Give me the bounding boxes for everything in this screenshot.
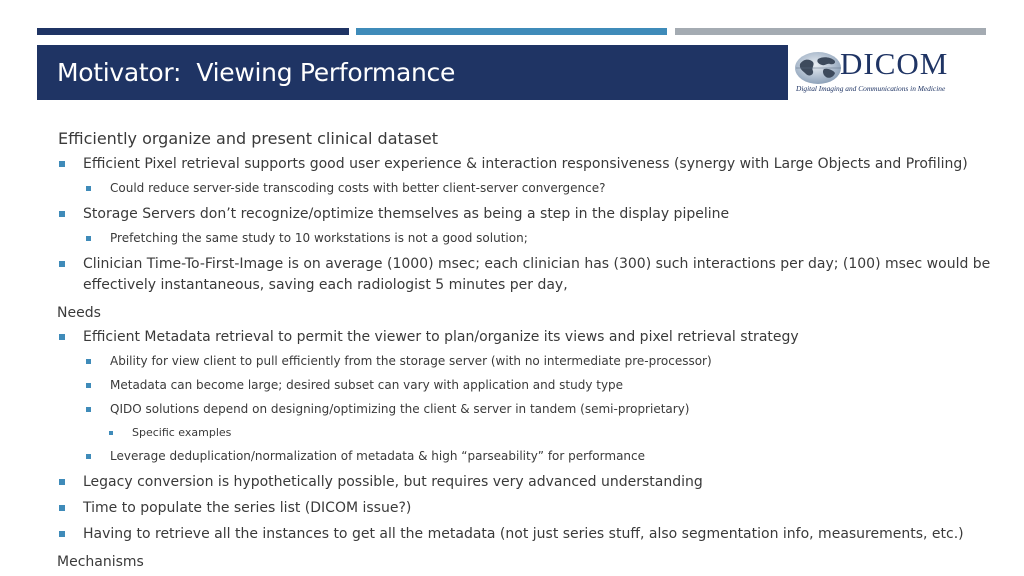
square-bullet-icon — [59, 505, 65, 511]
square-bullet-icon — [86, 407, 91, 412]
dicom-logo — [794, 46, 990, 96]
bullet-text: Time to populate the series list (DICOM issue?) — [83, 500, 412, 516]
square-bullet-icon — [109, 431, 113, 435]
square-bullet-icon — [59, 211, 65, 217]
logo-tagline: Digital Imaging and Communications in Medicine — [796, 84, 946, 93]
bullet-text: Ability for view client to pull efficiently from the storage server (with no intermediate pre-processor) — [110, 354, 712, 368]
accent-bar-middle — [356, 28, 667, 35]
sub-bullet-item — [58, 180, 998, 204]
bullet-item — [58, 154, 998, 180]
square-bullet-icon — [86, 359, 91, 364]
slide-title: Motivator: Viewing Performance — [57, 58, 456, 87]
square-bullet-icon — [59, 334, 65, 340]
slide-body — [58, 126, 998, 576]
section-needs — [58, 301, 998, 550]
square-bullet-icon — [59, 161, 65, 167]
section-mechanisms — [58, 550, 998, 576]
square-bullet-icon — [59, 261, 65, 267]
square-bullet-icon — [86, 383, 91, 388]
sub-bullet-item — [58, 448, 998, 472]
bullet-text: QIDO solutions depend on designing/optimizing the client & server in tandem (semi-proprietary) — [110, 402, 690, 416]
bullet-text: Leverage deduplication/normalization of metadata & high “parseability” for performance — [110, 449, 646, 463]
square-bullet-icon — [86, 236, 91, 241]
bullet-item — [58, 254, 998, 301]
bullet-text: Specific examples — [132, 426, 232, 439]
square-bullet-icon — [86, 454, 91, 459]
square-bullet-icon — [59, 479, 65, 485]
accent-bar-right — [675, 28, 986, 35]
bullet-text: Efficient Metadata retrieval to permit the viewer to plan/organize its views and pixel retrieval strategy — [83, 329, 799, 345]
bullet-item — [58, 524, 998, 550]
bullet-text: Could reduce server-side transcoding costs with better client-server convergence? — [110, 181, 606, 195]
square-bullet-icon — [59, 531, 65, 537]
bullet-text: Having to retrieve all the instances to get all the metadata (not just series stuff, also segmentation info, measurements, etc.) — [83, 526, 964, 542]
bullet-text: Efficient Pixel retrieval supports good user experience & interaction responsiveness (synergy with Large Objects and Profiling) — [83, 156, 968, 172]
title-bar — [37, 45, 788, 100]
bullet-text: Prefetching the same study to 10 workstations is not a good solution; — [110, 231, 528, 245]
bullet-item — [58, 472, 998, 498]
section-heading: Needs — [57, 305, 101, 321]
sub-bullet-item — [58, 353, 998, 377]
sub-bullet-item — [58, 377, 998, 401]
square-bullet-icon — [86, 186, 91, 191]
bullet-text: Legacy conversion is hypothetically possible, but requires very advanced understanding — [83, 474, 703, 490]
logo-wordmark: DICOM — [840, 46, 949, 81]
sub-bullet-item — [58, 230, 998, 254]
bullet-text: Metadata can become large; desired subset can vary with application and study type — [110, 378, 624, 392]
bullet-text: Storage Servers don’t recognize/optimize themselves as being a step in the display pipeline — [83, 206, 730, 222]
bullet-item — [58, 204, 998, 230]
sub-bullet-item — [58, 401, 998, 425]
bullet-item — [58, 498, 998, 524]
bullet-item — [58, 327, 998, 353]
section-heading: Mechanisms — [57, 554, 144, 570]
sub-sub-bullet-item — [58, 425, 998, 448]
section-heading: Efficiently organize and present clinical dataset — [58, 129, 439, 148]
accent-bar-left — [37, 28, 349, 35]
section-clinical-dataset — [58, 126, 998, 301]
bullet-text: Clinician Time-To-First-Image is on average (1000) msec; each clinician has (300) such interactions per day; (100) msec would be effectively instantaneous, saving each radiologist 5 minutes per day, — [83, 256, 991, 293]
